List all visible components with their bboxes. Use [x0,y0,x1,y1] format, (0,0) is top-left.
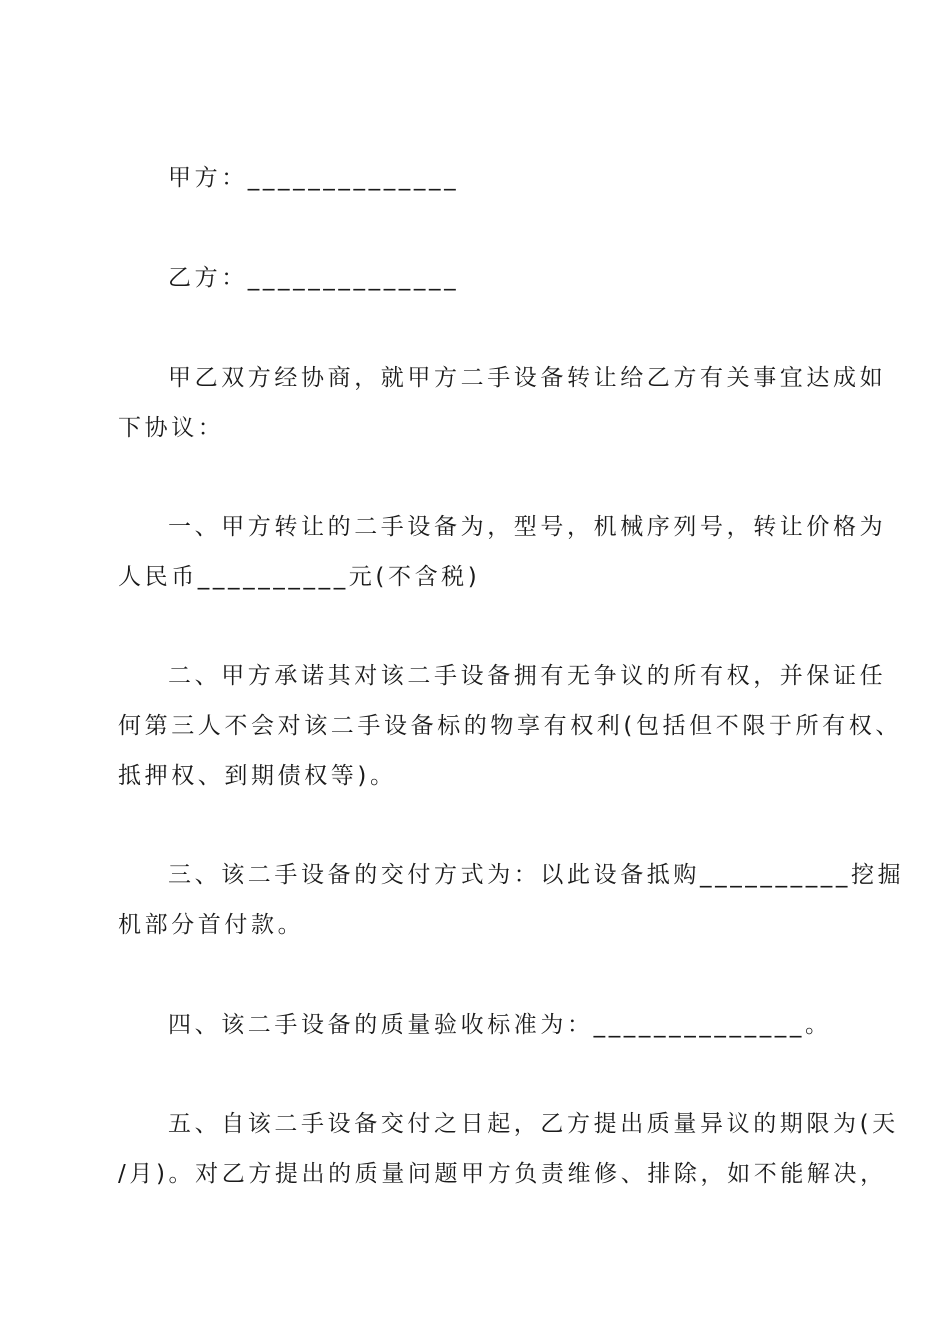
clause-2-line-1: 二、甲方承诺其对该二手设备拥有无争议的所有权，并保证任 [168,663,887,689]
clause-5-line-1: 五、自该二手设备交付之日起，乙方提出质量异议的期限为(天 [168,1111,899,1137]
clause-2-line-2: 何第三人不会对该二手设备标的物享有权利(包括但不限于所有权、 [118,713,902,739]
clause-3-line-2: 机部分首付款。 [118,912,305,938]
intro-line-1: 甲乙双方经协商，就甲方二手设备转让给乙方有关事宜达成如 [168,365,887,391]
clause-5-line-2: /月)。对乙方提出的质量问题甲方负责维修、排除，如不能解决， [118,1161,887,1187]
clause-4-line-1: 四、该二手设备的质量验收标准为：______________。 [168,1012,832,1038]
clause-3-line-1: 三、该二手设备的交付方式为：以此设备抵购__________挖掘 [168,862,905,888]
party-b-line: 乙方：______________ [168,265,460,291]
clause-1-line-1: 一、甲方转让的二手设备为，型号，机械序列号，转让价格为 [168,514,887,540]
clause-2-line-3: 抵押权、到期债权等)。 [118,763,397,789]
intro-line-2: 下协议： [118,415,225,441]
clause-1-line-2: 人民币__________元(不含税) [118,564,481,590]
party-a-line: 甲方：______________ [168,165,460,191]
